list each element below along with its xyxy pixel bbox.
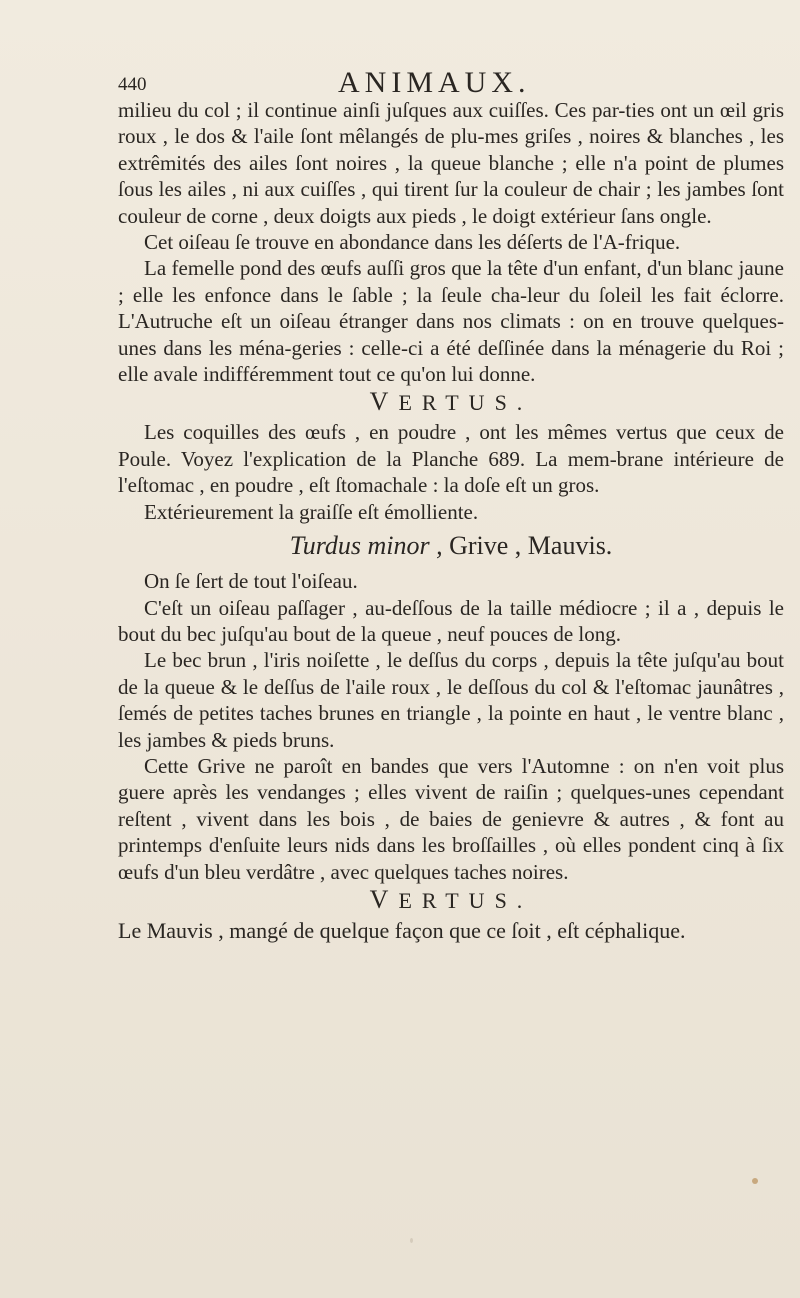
paragraph-ostrich-description: milieu du col ; il continue ainſi juſques aux cuiſſes. Ces par-ties ont un œil gris roux , le dos & l'aile ſont mêlangés de plu-mes griſes , noires & blanches , les extrêmités des ailes ſont noires , la queue blanche ; elle n'a point de plumes ſous les ailes , ni aux cuiſſes , qui tirent ſur la couleur de chair ; les jambes ſont couleur de corne , deux doigts aux pieds , le doigt extérieur ſans ongle.: [118, 98, 784, 228]
paragraph-thrush-use: On ſe ſert de tout l'oiſeau.: [144, 569, 358, 594]
section-heading-rest: ERTUS.: [398, 887, 533, 913]
entry-title: [118, 530, 784, 562]
entry-title-latin: Turdus minor ,: [289, 531, 443, 561]
page-number: 440: [118, 74, 147, 95]
section-heading-initial: V: [369, 387, 399, 417]
paragraph-thrush-size: C'eſt un oiſeau paſſager , au-deſſous de la taille médiocre ; il a , depuis le bout du bec juſqu'au bout de la queue , neuf pouces de long.: [118, 595, 784, 646]
paragraph-mauvis-virtues: Le Mauvis , mangé de quelque façon que ce ſoit , eſt céphalique.: [118, 917, 686, 943]
section-heading-rest: ERTUS.: [398, 390, 533, 416]
paragraph-eggshell-virtues: Les coquilles des œufs , en poudre , ont les mêmes vertus que ceux de Poule. Voyez l'explication de la Planche 689. La mem-brane intérieure de l'eſtomac , en poudre , eſt ſtomachale : la doſe eſt un gros.: [118, 420, 784, 498]
section-heading-vertus-2: [118, 884, 784, 914]
running-head: ANIMAUX.: [338, 66, 531, 99]
paragraph-ostrich-habitat: Cet oiſeau ſe trouve en abondance dans les déſerts de l'A-frique.: [144, 230, 681, 255]
ink-speck: [752, 1178, 758, 1184]
paragraph-thrush-habits: Cette Grive ne paroît en bandes que vers l'Automne : on n'en voit plus guere après les vendanges ; elles vivent de raiſin ; quelques-unes cependant reſtent , vivent dans les bois , de baies de genievre & autres , & font au printemps d'enſuite leurs nids dans les broſſailles , où elles pondent cinq à ſix œufs d'un bleu verdâtre , avec quelques taches noires.: [118, 753, 784, 884]
section-heading-initial: V: [369, 884, 399, 914]
entry-title-french: Grive , Mauvis.: [442, 531, 613, 561]
page-body: [118, 97, 784, 945]
paper-speck: [410, 1238, 413, 1243]
paragraph-thrush-plumage: Le bec brun , l'iris noiſette , le deſſus du corps , depuis la tête juſqu'au bout de la queue & le deſſus de l'aile roux , le deſſous du col & l'eſtomac jaunâtres , ſemés de petites taches brunes en triangle , la pointe en haut , le ventre blanc , les jambes & pieds bruns.: [118, 648, 784, 752]
paragraph-ostrich-eggs: La femelle pond des œufs auſſi gros que la tête d'un enfant, d'un blanc jaune ; elle les enfonce dans le ſable ; la ſeule cha-leur du ſoleil les fait éclorre. L'Autruche eſt un oiſeau étranger dans nos climats : on en trouve quelques-unes dans les ména-geries : celle-ci a été deſſinée dans la ménagerie du Roi ; elle avale indifféremment tout ce qu'on lui donne.: [118, 256, 784, 387]
paragraph-fat-virtues: Extérieurement la graiſſe eſt émolliente.: [144, 499, 479, 524]
section-heading-vertus: [118, 389, 784, 416]
